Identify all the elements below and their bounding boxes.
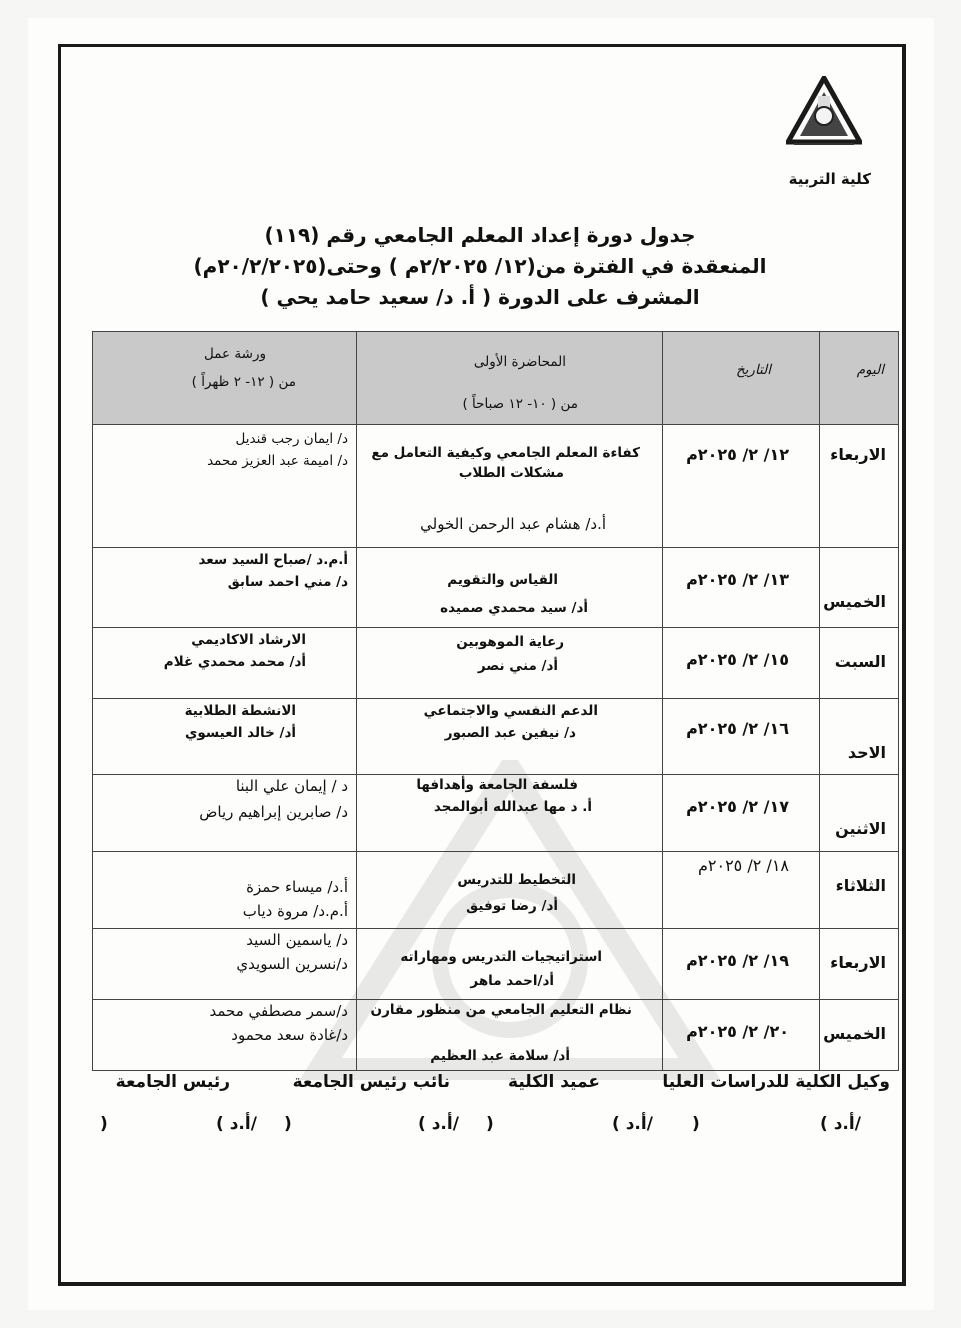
lecture-title: رعاية الموهوبين <box>456 634 564 650</box>
date-cell: ١٦/ ٢/ ٢٠٢٥م <box>686 719 789 738</box>
lecture-title: استراتيجيات التدريس ومهاراته <box>400 949 602 965</box>
day-cell: السبت <box>834 652 886 671</box>
signature-close-4: ) <box>100 1114 108 1134</box>
lecture-title: الدعم النفسي والاجتماعي <box>423 703 598 719</box>
header-workshop-label: ورشة عمل <box>204 346 266 362</box>
table-row <box>93 699 899 775</box>
lecturer-name: أد/ مني نصر <box>477 658 558 674</box>
signature-close-3: ) <box>284 1114 292 1134</box>
signature-name-3: ( أ.د/ <box>418 1114 459 1134</box>
lecturer-name: أ.د/ هشام عبد الرحمن الخولي <box>420 515 606 533</box>
workshop-line-1: الارشاد الاكاديمي <box>191 632 306 648</box>
signature-name-2: ( أ.د/ <box>612 1114 653 1134</box>
signature-close-2: ) <box>486 1114 494 1134</box>
table-row <box>93 775 899 852</box>
workshop-line-2: د/ اميمة عبد العزيز محمد <box>207 453 348 469</box>
document-title <box>120 220 840 313</box>
header-workshop-time: من ( ١٢- ٢ ظهراً ) <box>191 374 296 390</box>
header-lecture <box>357 332 663 425</box>
lecture-title: فلسفة الجامعة وأهدافها <box>416 777 578 793</box>
lecture-title: التخطيط للتدريس <box>457 872 576 888</box>
workshop-line-1: د / إيمان علي البنا <box>235 777 348 795</box>
schedule-table <box>92 331 899 1071</box>
workshop-line-1: أ.د/ ميساء حمزة <box>246 878 348 896</box>
date-cell: ١٢/ ٢/ ٢٠٢٥م <box>686 445 789 464</box>
lecture-title: كفاءة المعلم الجامعي وكيفية التعامل مع <box>371 445 640 461</box>
lecturer-name: أد/احمد ماهر <box>470 973 554 989</box>
day-cell: الاحد <box>847 743 886 762</box>
table-row <box>93 852 899 929</box>
day-cell: الثلاثاء <box>835 876 886 895</box>
table-header-row <box>93 332 899 425</box>
day-cell: الاربعاء <box>830 445 886 464</box>
workshop-line-1: د/ ايمان رجب قنديل <box>235 431 348 447</box>
day-cell: الاثنين <box>835 819 886 838</box>
table-row <box>93 628 899 699</box>
title-line-2: المنعقدة في الفترة من(١٢/ ٢/٢٠٢٥م ) وحتى(٢٠/٢/٢٠٢٥م) <box>193 254 767 278</box>
header-date-label: التاريخ <box>735 362 771 378</box>
signature-name-1: ( أ.د/ <box>820 1114 861 1134</box>
date-cell: ١٩/ ٢/ ٢٠٢٥م <box>686 951 789 970</box>
workshop-line-2: د/ صابرين إبراهيم رياض <box>199 803 348 821</box>
lecture-title: نظام التعليم الجامعي من منظور مقارن <box>370 1002 632 1018</box>
header-lecture-time: من ( ١٠- ١٢ صباحاً ) <box>462 396 578 412</box>
lecturer-name: أد/ رضا توفيق <box>466 898 558 914</box>
signature-name-4: ( أ.د/ <box>216 1114 257 1134</box>
lecturer-name: أد/ سلامة عبد العظيم <box>430 1048 570 1064</box>
workshop-line-2: أ.م.د/ مروة دياب <box>242 902 348 920</box>
day-cell: الاربعاء <box>830 953 886 972</box>
date-cell: ١٥/ ٢/ ٢٠٢٥م <box>686 650 789 669</box>
signature-title-dean: عميد الكلية <box>508 1072 600 1092</box>
header-date <box>663 332 820 425</box>
workshop-line-2: د/نسرين السويدي <box>236 955 348 973</box>
workshop-line-2: أد/ محمد محمدي غلام <box>163 654 306 670</box>
workshop-line-1: أ.م.د /صباح السيد سعد <box>198 552 348 568</box>
date-cell: ١٨/ ٢/ ٢٠٢٥م <box>697 856 789 875</box>
day-cell: الخميس <box>823 592 886 611</box>
university-logo-icon <box>786 76 862 148</box>
lecture-title: القياس والتقويم <box>447 572 558 588</box>
lecturer-name: أد/ سيد محمدي صميده <box>440 600 588 616</box>
signature-title-vice-president: نائب رئيس الجامعة <box>292 1072 450 1092</box>
table-row <box>93 548 899 628</box>
header-lecture-label: المحاضرة الأولى <box>473 354 566 370</box>
date-cell: ٢٠/ ٢/ ٢٠٢٥م <box>686 1022 789 1041</box>
workshop-line-2: أد/ خالد العيسوي <box>185 725 296 741</box>
day-cell: الخميس <box>823 1024 886 1043</box>
lecturer-name: د/ نيفين عبد الصبور <box>444 725 576 741</box>
title-line-1: جدول دورة إعداد المعلم الجامعي رقم (١١٩) <box>264 223 696 247</box>
workshop-line-2: د/غادة سعد محمود <box>231 1026 348 1044</box>
lecturer-name: أ. د مها عبدالله أبوالمجد <box>433 799 592 815</box>
signature-title-vice-dean: وكيل الكلية للدراسات العليا <box>662 1072 890 1092</box>
table-row <box>93 929 899 1000</box>
workshop-line-2: د/ مني احمد سابق <box>227 574 348 590</box>
header-day-label: اليوم <box>856 362 884 378</box>
faculty-name: كلية التربية <box>788 170 871 188</box>
table-row <box>93 1000 899 1071</box>
date-cell: ١٧/ ٢/ ٢٠٢٥م <box>686 797 789 816</box>
lecture-title-cont: مشكلات الطلاب <box>458 465 564 481</box>
title-line-3: المشرف على الدورة ( أ. د/ سعيد حامد يحي ) <box>260 285 700 309</box>
date-cell: ١٣/ ٢/ ٢٠٢٥م <box>686 570 789 589</box>
signature-title-president: رئيس الجامعة <box>115 1072 230 1092</box>
workshop-line-1: الانشطة الطلابية <box>184 703 296 719</box>
table-row <box>93 425 899 548</box>
workshop-line-1: د/سمر مصطفي محمد <box>209 1002 348 1020</box>
workshop-line-1: د/ ياسمين السيد <box>246 931 348 949</box>
header-day <box>820 332 899 425</box>
signature-close-1: ) <box>692 1114 700 1134</box>
header-workshop <box>93 332 357 425</box>
